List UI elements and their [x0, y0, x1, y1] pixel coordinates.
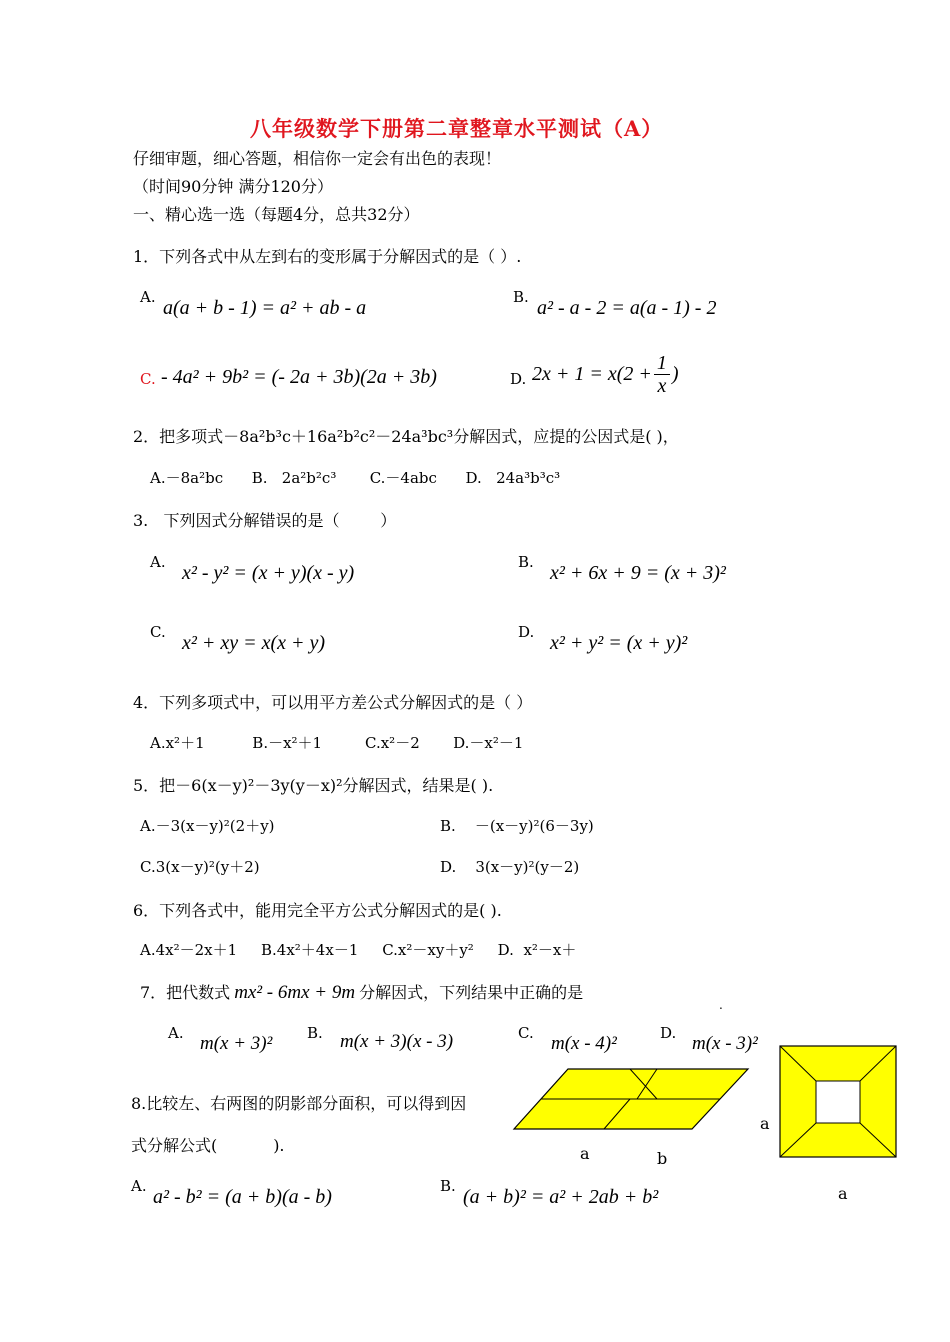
q7-c-label: C. [518, 1024, 534, 1042]
q1-d-label: D. [510, 370, 527, 388]
q1-d-fraction [654, 352, 670, 397]
q3-a-expr: x² - y² = (x + y)(x - y) [182, 562, 355, 584]
q6-options: A.4x²－2x＋1 B.4x²＋4x－1 C.x²－xy＋y² D. x²－x＋ [140, 941, 577, 959]
section-heading: 一、精心选一选（每题4分，总共32分） [133, 205, 420, 224]
q3-b-label: B. [518, 553, 534, 571]
q1-d-right: ) [671, 363, 679, 385]
page-title: 八年级数学下册第二章整章水平测试（A） [250, 116, 664, 141]
q5-option-a: A.－3(x－y)²(2＋y) [140, 817, 275, 835]
q7-stem-pre: 7．把代数式 [140, 983, 231, 1002]
q5-option-c: C.3(x－y)²(y＋2) [140, 858, 260, 876]
q5-option-b: B. －(x－y)²(6－3y) [440, 817, 594, 835]
q1-d-denominator: x [657, 375, 667, 397]
q7-stem-post: 分解因式，下列结果中正确的是 [359, 983, 584, 1002]
q5-stem: 5．把－6(x－y)²－3y(y－x)²分解因式，结果是( ). [133, 776, 494, 795]
q3-d-label: D. [518, 623, 535, 641]
q8-stem-line1: 8.比较左、右两图的阴影部分面积，可以得到因 [131, 1094, 467, 1113]
q3-a-label: A. [150, 553, 166, 571]
q3-stem: 3. 下列因式分解错误的是（ ） [133, 511, 397, 530]
time-info: （时间90分钟 满分120分） [133, 177, 333, 196]
q8-b-expr: (a + b)² = a² + 2ab + b² [463, 1186, 659, 1208]
figure-label-a-bottom: a [838, 1184, 848, 1203]
q1-d-left: 2x + 1 = x(2 + [532, 363, 652, 385]
q2-stem: 2．把多项式－8a²b³c＋16a²b²c²－24a³bc³分解因式，应提的公因式是( )， [133, 427, 679, 446]
q3-c-label: C. [150, 623, 166, 641]
q7-expression: mx² - 6mx + 9m [234, 982, 356, 1003]
q4-stem: 4．下列多项式中，可以用平方差公式分解因式的是（ ） [133, 693, 533, 712]
q7-d-expr: m(x - 3)² [692, 1033, 758, 1054]
q3-c-expr: x² + xy = x(x + y) [182, 632, 326, 654]
q1-c-label: C. [140, 370, 156, 388]
stray-dot: . [719, 998, 723, 1012]
q7-d-label: D. [660, 1024, 677, 1042]
q3-b-expr: x² + 6x + 9 = (x + 3)² [550, 562, 726, 584]
q7-b-expr: m(x + 3)(x - 3) [340, 1031, 454, 1052]
q4-options: A.x²＋1 B.－x²＋1 C.x²－2 D.－x²－1 [150, 734, 524, 752]
square-frame-figure [779, 1045, 897, 1158]
q7-stem [140, 980, 583, 1004]
q3-d-expr: x² + y² = (x + y)² [550, 632, 688, 654]
q8-a-expr: a² - b² = (a + b)(a - b) [153, 1186, 332, 1208]
q7-a-expr: m(x + 3)² [200, 1033, 273, 1054]
intro-text: 仔细审题，细心答题，相信你一定会有出色的表现！ [133, 149, 502, 168]
q1-d-numerator: 1 [654, 352, 670, 375]
q1-b-label: B. [513, 288, 529, 306]
figure-label-a-side: a [760, 1114, 770, 1133]
q1-stem: 1．下列各式中从左到右的变形属于分解因式的是（ ）. [133, 247, 522, 266]
q7-a-label: A. [168, 1024, 184, 1042]
q1-d-expr [532, 352, 679, 397]
q6-stem: 6．下列各式中，能用完全平方公式分解因式的是( ). [133, 901, 502, 920]
q7-c-expr: m(x - 4)² [551, 1033, 617, 1054]
figure-label-a-left: a [580, 1144, 590, 1163]
q8-stem-line2: 式分解公式( ). [131, 1136, 285, 1155]
q8-a-label: A. [131, 1177, 147, 1195]
q1-a-expr: a(a + b - 1) = a² + ab - a [163, 297, 367, 319]
inner-square-hole [816, 1081, 860, 1123]
q5-option-d: D. 3(x－y)²(y－2) [440, 858, 580, 876]
q1-c-expr: - 4a² + 9b² = (- 2a + 3b)(2a + 3b) [161, 366, 437, 388]
q2-options: A.－8a²bc B. 2a²b²c³ C.－4abc D. 24a³b³c³ [150, 469, 561, 487]
q8-b-label: B. [440, 1177, 456, 1195]
figure-label-b: b [657, 1149, 668, 1168]
q1-b-expr: a² - a - 2 = a(a - 1) - 2 [537, 297, 717, 319]
parallelogram-figure [512, 1067, 752, 1133]
q1-a-label: A. [140, 288, 156, 306]
q7-b-label: B. [307, 1024, 323, 1042]
